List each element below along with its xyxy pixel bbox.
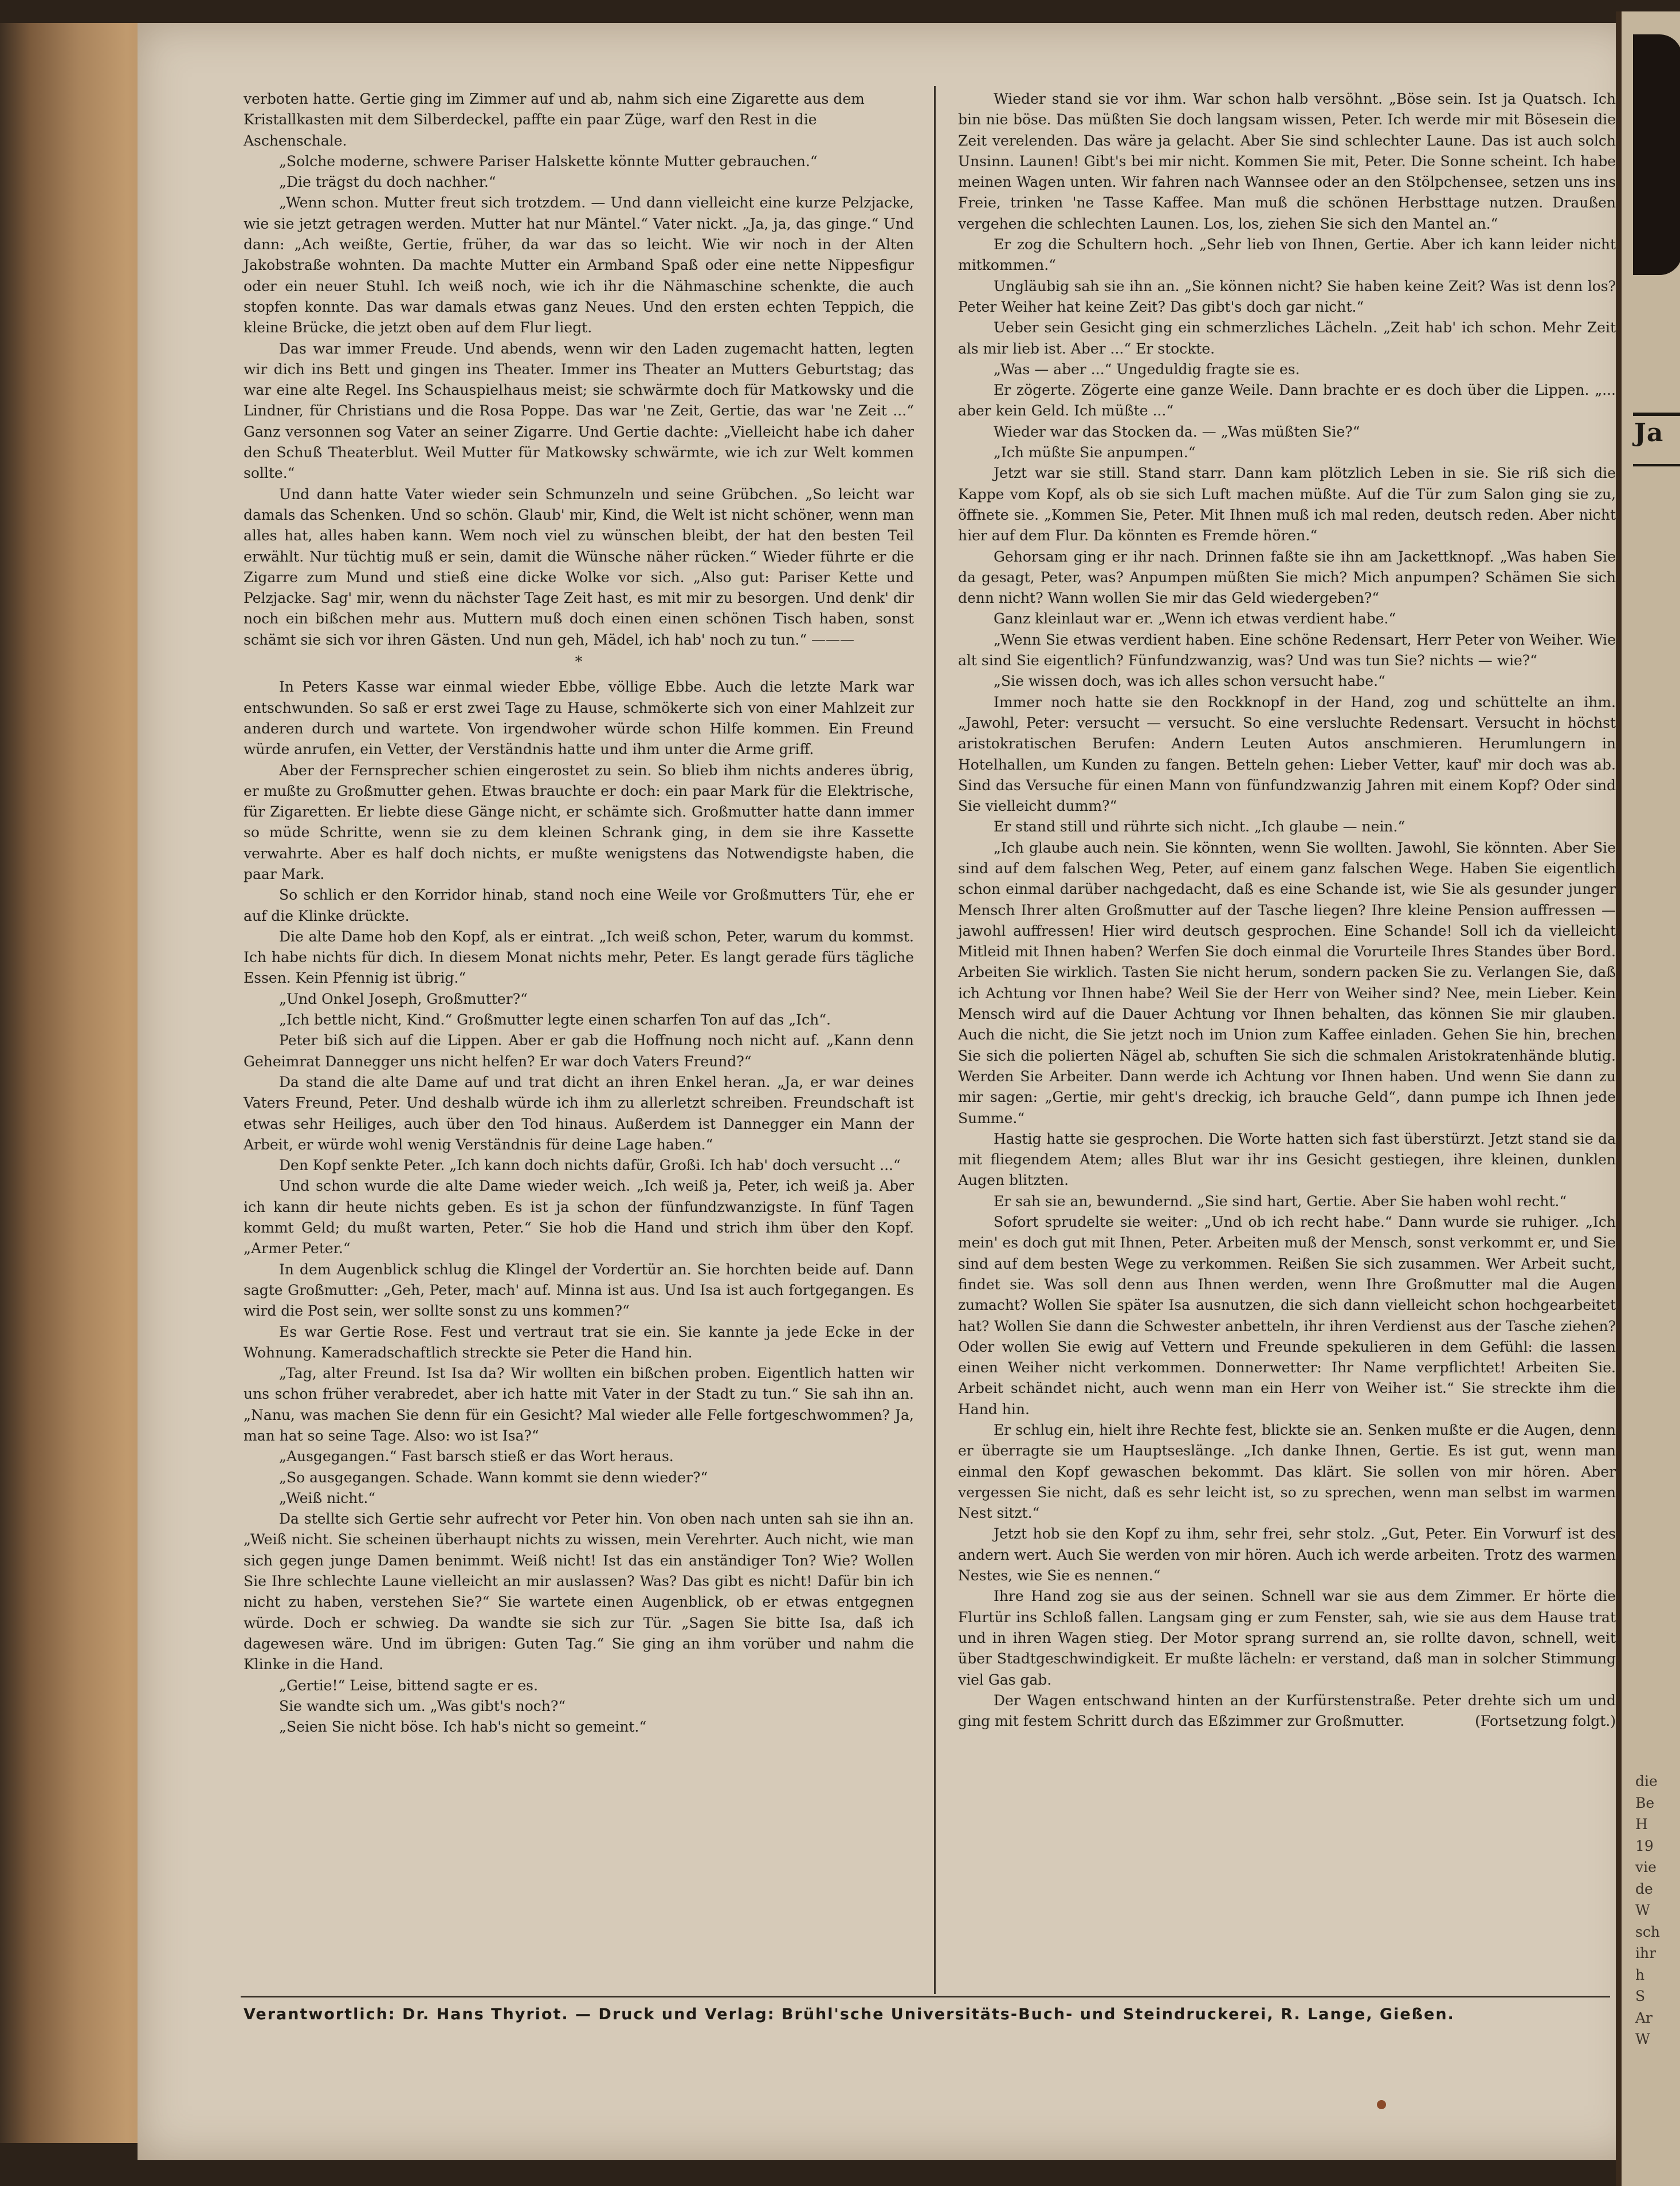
adjacent-page-edge <box>1616 11 1680 2186</box>
adjacent-page-fragment: ihr <box>1635 1945 1657 1961</box>
paragraph-text: Peter biß sich auf die Lippen. Aber er gab die Hoffnung noch nicht auf. „Kann denn Geheimrat Dannegger uns nicht helfen? Er war doch Vaters Freund?“ <box>244 1032 914 1070</box>
paragraph-text: „Was — aber ...“ Ungeduldig fragte sie es. <box>994 360 1300 378</box>
paragraph <box>244 1030 914 1072</box>
paragraph <box>958 463 1616 546</box>
adjacent-page-fragment: die <box>1635 1773 1658 1789</box>
paragraph <box>958 1524 1616 1586</box>
paragraph-text: „Wenn schon. Mutter freut sich trotzdem. — Und dann vielleicht eine kurze Pelzjacke, wie sie jetzt getragen werden. Mutter hat nur Mäntel.“ Vater nickt. „Ja, ja, das ginge.“ Und dann: „Ach weißte, Gertie, früher, da war das so leicht. Wie wir noch in der Alten Jakobstraße wohnten. Da machte Mutter ein Armband Spaß oder eine nette Nippesfigur oder ein neuer Stuhl. Ich weiß noch, wie ich ihr die Nähmaschine schenkte, die auch stopfen konnte. Das war damals etwas ganz Neues. Und den ersten echten Teppich, die kleine Brücke, die jetzt oben auf dem Flur liegt. <box>244 194 914 336</box>
paragraph-text: „Ich müßte Sie anpumpen.“ <box>994 444 1196 461</box>
paragraph-text: Er sah sie an, bewundernd. „Sie sind hart, Gertie. Aber Sie haben wohl recht.“ <box>994 1192 1567 1210</box>
paragraph-text: Und schon wurde die alte Dame wieder weich. „Ich weiß ja, Peter, ich weiß ja. Aber ich kann dir heute nichts geben. Es ist ja schon der fünfundzwanzigste. In fünf Tagen kommt Geld; du mußt warten, Peter.“ Sie hob die Hand und strich ihm über den Kopf. „Armer Peter.“ <box>244 1178 914 1257</box>
paragraph <box>244 885 914 927</box>
paragraph-text: In Peters Kasse war einmal wieder Ebbe, völlige Ebbe. Auch die letzte Mark war entschwunden. So saß er erst zwei Tage zu Hause, schmökerte sich von einer Mahlzeit zur anderen durch und wartete. Von irgendwoher würde schon Hilfe kommen. Ein Freund würde anrufen, ein Vetter, der Verständnis hatte und ihm unter die Arme griff. <box>244 678 914 758</box>
adjacent-page-fragment: vie <box>1635 1859 1657 1875</box>
paragraph <box>958 547 1616 609</box>
column-divider <box>934 86 936 1994</box>
paragraph-text: „Sie wissen doch, was ich alles schon versucht habe.“ <box>994 673 1385 690</box>
paragraph <box>244 151 914 172</box>
paragraph <box>244 172 914 193</box>
adjacent-page-fragment: de <box>1635 1880 1653 1897</box>
adjacent-page-rule <box>1633 464 1680 466</box>
paragraph-text: Der Wagen entschwand hinten an der Kurfürstenstraße. Peter drehte sich um und ging mit festem Schritt durch das Eßzimmer zur Großmutter. <box>958 1691 1616 1730</box>
paragraph-text: „Ich glaube auch nein. Sie könnten, wenn Sie wollten. Jawohl, Sie könnten. Aber Sie sind auf dem falschen Weg, Peter, auf einem ganz falschen Wege. Haben Sie eigentlich schon einmal darüber nachgedacht, daß es eine Schande ist, wie Sie als gesunder junger Mensch Ihrer alten Großmutter auf der Tasche liegen? Ihre kleine Pension auffressen — jawohl auffressen! Hier wird deutsch gesprochen. Eine Schande! Soll ich da vielleicht Mitleid mit Ihnen haben? Werfen Sie doch einmal die Vorurteile Ihres Standes über Bord. Arbeiten Sie wirklich. Tasten Sie nicht herum, sondern packen Sie zu. Verlangen Sie, daß ich Achtung vor Ihnen habe? Weil Sie der Herr von Weiher sind? Nee, mein Lieber. Kein Mensch wird auf die Dauer Achtung vor Ihnen behalten, das können Sie mir glauben. Auch die nicht, die Sie jetzt noch im Union zum Kaffee einladen. Gehen Sie hin, brechen Sie sich die polierten Nägel ab, schuften Sie sich die schmalen Aristokratenhände blutig. Werden Sie Arbeiter. Dann werde ich Achtung vor Ihnen haben. Und wenn Sie dann zu mir sagen: „Gertie, mir geht's dreckig, ich brauche Geld“, dann pumpe ich Ihnen jede Summe.“ <box>958 839 1616 1127</box>
adjacent-page-fragment: sch <box>1635 1923 1660 1940</box>
paragraph-text: Die alte Dame hob den Kopf, als er eintrat. „Ich weiß schon, Peter, warum du kommst. Ich habe nichts für dich. In diesem Monat nichts mehr, Peter. Es langt gerade fürs tägliche Essen. Kein Pfennig ist übrig.“ <box>244 928 914 987</box>
paragraph <box>244 1176 914 1259</box>
paragraph <box>244 1363 914 1446</box>
paper-stain <box>1377 2100 1386 2109</box>
paragraph-text: Da stellte sich Gertie sehr aufrecht vor Peter hin. Von oben nach unten sah sie ihn an. „Weiß nicht. Sie scheinen überhaupt nichts zu wissen, mein Verehrter. Auch nicht, wie man sich gegen junge Damen benimmt. Weiß nicht! Ist das ein anständiger Ton? Wie? Wollen Sie Ihre schlechte Laune vielleicht an mir auslassen? Was? Das gibt es nicht! Dafür bin ich nicht zu haben, verstehen Sie?“ Sie wartete einen Augenblick, ob er etwas entgegnen würde. Doch er schwieg. Da wandte sie sich zur Tür. „Sagen Sie bitte Isa, daß ich dagewesen wäre. Und im übrigen: Guten Tag.“ Sie ging an ihm vorüber und nahm die Klinke in die Hand. <box>244 1510 914 1673</box>
paragraph <box>958 692 1616 817</box>
paragraph <box>244 677 914 760</box>
paragraph <box>244 1259 914 1322</box>
paragraph-text: Ungläubig sah sie ihn an. „Sie können nicht? Sie haben keine Zeit? Was ist denn los? Peter Weiher hat keine Zeit? Das gibt's doch gar nicht.“ <box>958 277 1616 315</box>
adjacent-page-emblem <box>1633 34 1680 275</box>
paragraph <box>244 760 914 885</box>
paragraph <box>958 1129 1616 1191</box>
paragraph <box>958 317 1616 359</box>
paragraph <box>244 1072 914 1155</box>
paragraph-text: „Seien Sie nicht böse. Ich hab's nicht so gemeint.“ <box>279 1718 647 1736</box>
paragraph <box>244 193 914 338</box>
paragraph-text: „Gertie!“ Leise, bittend sagte er es. <box>279 1677 538 1694</box>
paragraph-text: Gehorsam ging er ihr nach. Drinnen faßte sie ihn am Jackettknopf. „Was haben Sie da gesagt, Peter, was? Anpumpen müßten Sie mich? Mich anpumpen? Schämen Sie sich denn nicht? Wann wollen Sie mir das Geld wiedergeben?“ <box>958 548 1616 607</box>
paragraph-text: So schlich er den Korridor hinab, stand noch eine Weile vor Großmutters Tür, ehe er auf die Klinke drückte. <box>244 886 914 924</box>
paragraph-text: Immer noch hatte sie den Rockknopf in der Hand, zog und schüttelte an ihm. „Jawohl, Peter: versucht — versucht. So eine versluchte Redensart. Versucht in höchst aristokratischen Berufen: Andern Leuten Autos anschmieren. Herumlungern in Hotelhallen, um Kunden zu fangen. Betteln gehen: Lieber Vetter, kauf' mir doch was ab. Sind das Versuche für einen Mann von fünfundzwanzig Jahren mit einem Kopf? Oder sind Sie vielleicht dumm?“ <box>958 693 1616 815</box>
adjacent-page-rule <box>1633 413 1680 416</box>
paragraph <box>958 422 1616 442</box>
paragraph <box>958 671 1616 692</box>
paragraph <box>244 1446 914 1467</box>
paragraph <box>244 1696 914 1717</box>
paragraph <box>244 89 914 151</box>
paragraph <box>958 442 1616 463</box>
paragraph-text: Jetzt war sie still. Stand starr. Dann kam plötzlich Leben in sie. Sie riß sich die Kappe vom Kopf, als ob sie sich Luft machen müßte. Auf die Tür zum Salon ging sie zu, öffnete sie. „Kommen Sie, Peter. Mit Ihnen muß ich mal reden, deutsch reden. Aber nicht hier auf dem Flur. Da könnten es Fremde hören.“ <box>958 465 1616 544</box>
adjacent-page-text-fragments <box>1635 1771 1680 2050</box>
paragraph <box>958 234 1616 276</box>
adjacent-page-fragment: Be <box>1635 1794 1655 1811</box>
paragraph-text: Jetzt hob sie den Kopf zu ihm, sehr frei, sehr stolz. „Gut, Peter. Ein Vorwurf ist des andern wert. Auch Sie werden von mir hören. Auch ich werde arbeiten. Trotz des warmen Nestes, wie Sie es nennen.“ <box>958 1525 1616 1584</box>
paragraph-text: Wieder war das Stocken da. — „Was müßten Sie?“ <box>994 423 1360 440</box>
paragraph-text: Er zog die Schultern hoch. „Sehr lieb von Ihnen, Gertie. Aber ich kann leider nicht mitkommen.“ <box>958 236 1616 274</box>
paragraph-text: Ueber sein Gesicht ging ein schmerzliches Lächeln. „Zeit hab' ich schon. Mehr Zeit als mir lieb ist. Aber ...“ Er stockte. <box>958 319 1616 357</box>
paragraph-text: „Solche moderne, schwere Pariser Halskette könnte Mutter gebrauchen.“ <box>279 152 818 170</box>
section-separator <box>244 652 914 672</box>
paragraph <box>958 817 1616 837</box>
imprint-footer: Verantwortlich: Dr. Hans Thyriot. — Druck und Verlag: Brühl'sche Universitäts-Buch- und Steindruckerei, R. Lange, Gießen. <box>244 2006 1455 2023</box>
paragraph <box>958 89 1616 234</box>
paragraph-text: „Ich bettle nicht, Kind.“ Großmutter legte einen scharfen Ton auf das „Ich“. <box>279 1011 831 1029</box>
right-text-column <box>958 89 1616 1732</box>
paragraph <box>958 276 1616 318</box>
paragraph <box>244 1488 914 1509</box>
paragraph <box>958 838 1616 1129</box>
paragraph <box>958 1586 1616 1690</box>
paragraph-text: * <box>575 653 583 670</box>
paragraph <box>244 1509 914 1675</box>
adjacent-page-fragment: Ar <box>1635 2009 1653 2026</box>
paragraph-text: Ihre Hand zog sie aus der seinen. Schnell war sie aus dem Zimmer. Er hörte die Flurtür ins Schloß fallen. Langsam ging er zum Fenster, sah, wie sie aus dem Hause trat und in ihren Wagen stieg. Der Motor sprang surrend an, sie rollte davon, schnell, weit über Stadtgeschwindigkeit. Er mußte lächeln: er verstand, daß man in solcher Stimmung viel Gas gab. <box>958 1588 1616 1688</box>
paragraph <box>958 359 1616 380</box>
paragraph <box>244 989 914 1010</box>
paragraph <box>958 1212 1616 1420</box>
paragraph-text: Wieder stand sie vor ihm. War schon halb versöhnt. „Böse sein. Ist ja Quatsch. Ich bin nie böse. Das müßten Sie doch langsam wissen, Peter. Ich werde mir mit Bösesein die Zeit verelenden. Das wäre ja gelacht. Aber Sie sind schlechter Laune. Das ist auch solch Unsinn. Launen! Gibt's bei mir nicht. Kommen Sie mit, Peter. Die Sonne scheint. Ich habe meinen Wagen unten. Wir fahren nach Wannsee oder an den Stölpchensee, setzen uns ins Freie, trinken 'ne Tasse Kaffee. Man muß die schönen Herbsttage nutzen. Draußen vergehen die schlechten Launen. Los, los, ziehen Sie sich den Mantel an.“ <box>958 91 1616 232</box>
paragraph-text: „So ausgegangen. Schade. Wann kommt sie denn wieder?“ <box>279 1469 708 1486</box>
paragraph-text: „Weiß nicht.“ <box>279 1489 376 1506</box>
paragraph-text: „Ausgegangen.“ Fast barsch stieß er das Wort heraus. <box>279 1448 674 1465</box>
paragraph <box>244 1467 914 1488</box>
paragraph <box>244 484 914 650</box>
paragraph-text: „Tag, alter Freund. Ist Isa da? Wir wollten ein bißchen proben. Eigentlich hatten wir uns schon früher verabredet, aber ich hatte mit Vater in der Stadt zu tun.“ Sie sah ihn an. „Nanu, was machen Sie denn für ein Gesicht? Mal wieder alle Felle fortgeschwommen? Ja, man hat so seine Tage. Also: wo ist Isa?“ <box>244 1365 914 1444</box>
paragraph <box>958 1191 1616 1212</box>
paragraph <box>958 609 1616 629</box>
adjacent-page-fragment: H <box>1635 1816 1648 1832</box>
paragraph-text: Er stand still und rührte sich nicht. „Ich glaube — nein.“ <box>994 818 1406 835</box>
adjacent-page-fragment: S <box>1635 1988 1646 2004</box>
paragraph-text: verboten hatte. Gertie ging im Zimmer auf und ab, nahm sich eine Zigarette aus dem Kristallkasten mit dem Silberdeckel, paffte ein paar Züge, warf den Rest in die Aschenschale. <box>244 91 865 149</box>
paragraph <box>244 1010 914 1030</box>
paragraph-text: Sie wandte sich um. „Was gibt's noch?“ <box>279 1697 566 1714</box>
paragraph-text: Das war immer Freude. Und abends, wenn wir den Laden zugemacht hatten, legten wir dich ins Bett und gingen ins Theater. Immer ins Theater an Mutters Geburtstag; das war eine alte Regel. Ins Schauspielhaus meist; sie schwärmte doch für Matkowsky und die Lindner, für Christians und die Rosa Poppe. Das war 'ne Zeit, Gertie, das war 'ne Zeit ...“ Ganz versonnen sog Vater an seiner Zigarre. Und Gertie dachte: „Vielleicht habe ich daher den Schuß Theaterblut. Weil Mutter für Matkowsky schwärmte, wie ich zur Welt kommen sollte.“ <box>244 340 914 482</box>
paragraph-text: Sofort sprudelte sie weiter: „Und ob ich recht habe.“ Dann wurde sie ruhiger. „Ich mein' es doch gut mit Ihnen, Peter. Arbeiten muß der Mensch, sonst verkommt er, und Sie sind auf dem besten Wege zu verkommen. Reißen Sie sich zusammen. Wer Arbeit sucht, findet sie. Was soll denn aus Ihnen werden, wenn Ihre Großmutter mal die Augen zumacht? Wollen Sie später Isa ausnutzen, die sich dann vielleicht schon hochgearbeitet hat? Wollen Sie dann die Schwester anbetteln, ihr ihren Verdienst aus der Tasche ziehen? Oder wollen Sie ewig auf Vettern und Freunde spekulieren in dem Gefühl: die lassen einen Weiher nicht verkommen. Donnerwetter: Ihr Name verpflichtet! Arbeiten Sie. Arbeit schändet nicht, auch wenn man ein Herr von Weiher ist.“ Sie streckte ihm die Hand hin. <box>958 1214 1616 1418</box>
paragraph-text: Er schlug ein, hielt ihre Rechte fest, blickte sie an. Senken mußte er die Augen, denn er überragte sie um Hauptseslänge. „Ich danke Ihnen, Gertie. Es ist gut, wenn man einmal den Kopf gewaschen bekommt. Das klärt. Sie sollen von mir hören. Aber vergessen Sie nicht, daß es sehr leicht ist, so zu sprechen, wenn man selbst im warmen Nest sitzt.“ <box>958 1422 1616 1522</box>
paragraph <box>244 927 914 989</box>
paragraph-text: In dem Augenblick schlug die Klingel der Vordertür an. Sie horchten beide auf. Dann sagte Großmutter: „Geh, Peter, mach' auf. Minna ist aus. Und Isa ist auch fortgegangen. Es wird die Post sein, wer sollte sonst zu uns kommen?“ <box>244 1261 914 1320</box>
adjacent-page-fragment: h <box>1635 1966 1645 1983</box>
footer-rule <box>241 1996 1610 1997</box>
paragraph <box>958 1420 1616 1524</box>
paragraph-text: Er zögerte. Zögerte eine ganze Weile. Dann brachte er es doch über die Lippen. „... aber kein Geld. Ich müßte ...“ <box>958 382 1616 419</box>
paragraph-text: Da stand die alte Dame auf und trat dicht an ihren Enkel heran. „Ja, er war deines Vaters Freund, Peter. Und deshalb würde ich ihm zu allerletzt schreiben. Freundschaft ist etwas sehr Heiliges, auch über den Tod hinaus. Außerdem ist Dannegger ein Mann der Arbeit, er würde wohl wenig Verständnis für deine Lage haben.“ <box>244 1073 914 1153</box>
paragraph-text: Es war Gertie Rose. Fest und vertraut trat sie ein. Sie kannte ja jede Ecke in der Wohnung. Kameradschaftlich streckte sie Peter die Hand hin. <box>244 1323 914 1361</box>
paragraph <box>958 380 1616 422</box>
paragraph <box>958 630 1616 672</box>
paragraph <box>958 1690 1616 1732</box>
paragraph-text: „Wenn Sie etwas verdient haben. Eine schöne Redensart, Herr Peter von Weiher. Wie alt sind Sie eigentlich? Fünfundzwanzig, was? Und was tun Sie? nichts — wie?“ <box>958 631 1616 669</box>
paragraph <box>244 339 914 484</box>
paragraph <box>244 1322 914 1364</box>
adjacent-page-heading: Ja <box>1634 418 1664 448</box>
paragraph-text: „Und Onkel Joseph, Großmutter?“ <box>279 990 528 1007</box>
paragraph <box>244 1717 914 1737</box>
paragraph-text: Den Kopf senkte Peter. „Ich kann doch nichts dafür, Großi. Ich hab' doch versucht ...“ <box>279 1157 901 1174</box>
paragraph-text: Ganz kleinlaut war er. „Wenn ich etwas verdient habe.“ <box>994 610 1396 627</box>
continuation-note: (Fortsetzung folgt.) <box>1475 1713 1616 1730</box>
paragraph-text: Und dann hatte Vater wieder sein Schmunzeln und seine Grübchen. „So leicht war damals das Schenken. Und so schön. Glaub' mir, Kind, die Welt ist nicht schöner, wenn man alles hat, alles haben kann. Wem noch viel zu wünschen bleibt, der hat den besten Teil erwählt. Nur tüchtig muß er sein, damit die Wünsche näher rücken.“ Wieder führte er die Zigarre zum Mund und stieß eine dicke Wolke vor sich. „Also gut: Pariser Kette und Pelzjacke. Sag' mir, wenn du nächster Tage Zeit hast, es mit mir zu besorgen. Und denk' dir noch ein bißchen mehr aus. Muttern muß doch einen einen schönen Tisch haben, sonst schämt sie sich vor ihren Gästen. Und nun geh, Mädel, ich hab' noch zu tun.“ ——— <box>244 485 914 648</box>
paragraph-text: „Die trägst du doch nachher.“ <box>279 174 496 191</box>
adjacent-page-fragment: W <box>1635 2031 1650 2047</box>
left-text-column <box>244 89 914 1737</box>
adjacent-page-fragment: 19 <box>1635 1837 1654 1854</box>
paragraph <box>244 1155 914 1176</box>
adjacent-page-fragment: W <box>1635 1902 1650 1918</box>
paragraph <box>244 1675 914 1696</box>
paragraph-text: Hastig hatte sie gesprochen. Die Worte hatten sich fast überstürzt. Jetzt stand sie da mit fliegendem Atem; alles Blut war ihr ins Gesicht gestiegen, ihre kleinen, dunklen Augen blitzten. <box>958 1130 1616 1189</box>
paragraph-text: Aber der Fernsprecher schien eingerostet zu sein. So blieb ihm nichts anderes übrig, er mußte zu Großmutter gehen. Etwas brauchte er doch: ein paar Mark für die Elektrische, für Zigaretten. Er liebte diese Gänge nicht, er schämte sich. Großmutter hatte dann immer so müde Schritte, wenn sie zu dem kleinen Schrank ging, in dem sie ihre Kassette verwahrte. Aber es half doch nichts, er mußte wenigstens das Notwendigste haben, die paar Mark. <box>244 762 914 882</box>
